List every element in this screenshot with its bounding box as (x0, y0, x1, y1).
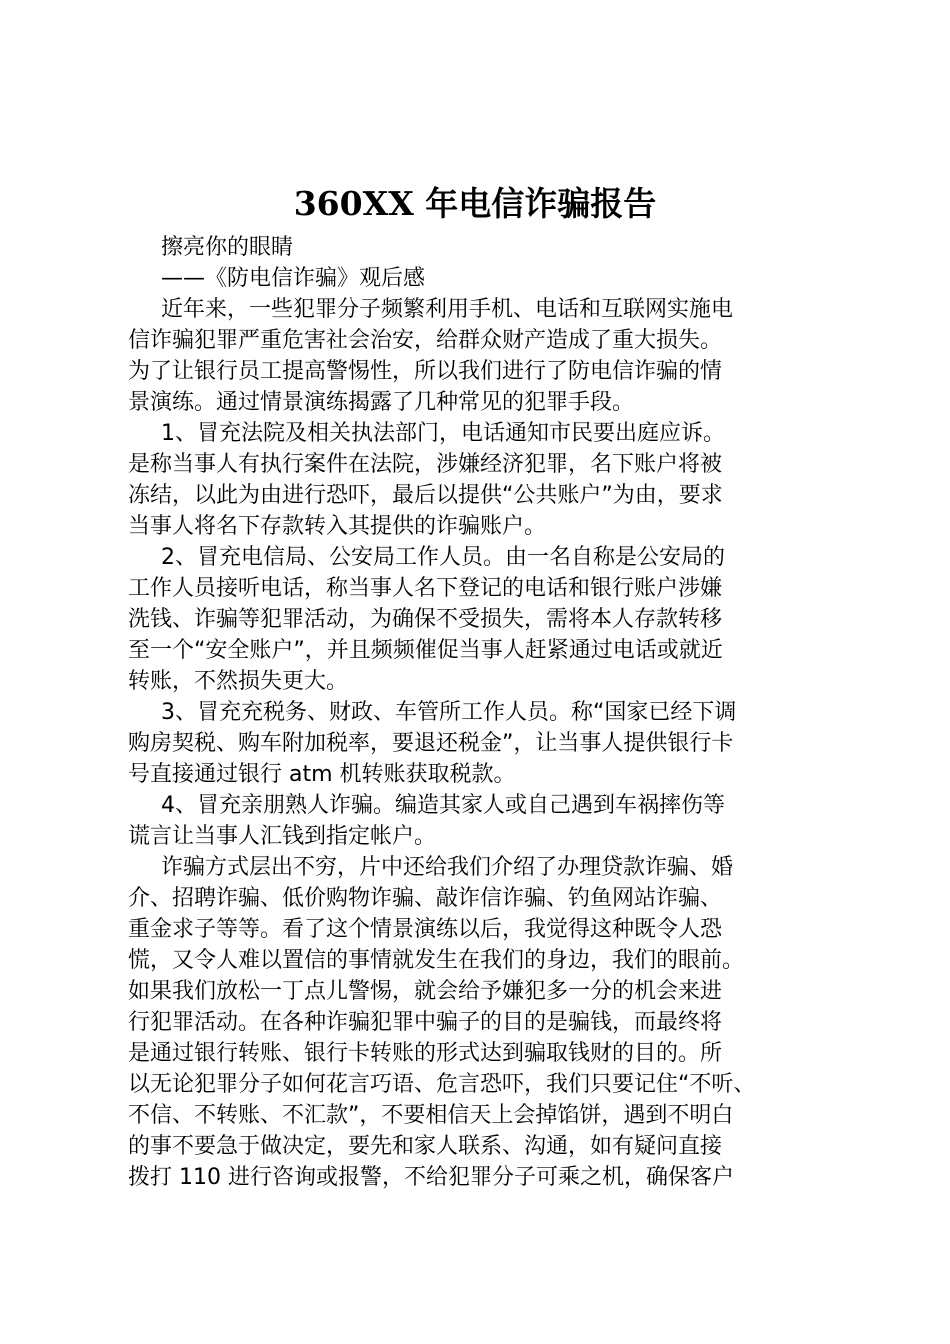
text-line: 冻结，以此为由进行恐吓，最后以提供“公共账户”为由，要求 (128, 483, 723, 508)
text-line: 如果我们放松一丁点儿警惕，就会给予嫌犯多一分的机会来进 (128, 979, 723, 1004)
text-line: 慌，又令人难以置信的事情就发生在我们的身边，我们的眼前。 (128, 948, 745, 973)
text-line: 转账，不然损失更大。 (128, 669, 349, 694)
text-line: 是称当事人有执行案件在法院，涉嫌经济犯罪，名下账户将被 (128, 452, 723, 477)
text-line: 工作人员接听电话，称当事人名下登记的电话和银行账户涉嫌 (128, 576, 723, 601)
text-line: 号直接通过银行 atm 机转账获取税款。 (128, 762, 516, 787)
text-line: 4、冒充亲朋熟人诈骗。编造其家人或自己遇到车祸摔伤等 (161, 793, 725, 818)
text-line: 景演练。通过情景演练揭露了几种常见的犯罪手段。 (128, 390, 635, 415)
document-title: 360XX 年电信诈骗报告 (293, 184, 657, 223)
text-line: 是通过银行转账、银行卡转账的形式达到骗取钱财的目的。所 (128, 1041, 723, 1066)
text-line: 介、招聘诈骗、低价购物诈骗、敲诈信诈骗、钓鱼网站诈骗、 (128, 886, 723, 911)
text-line: 为了让银行员工提高警惕性，所以我们进行了防电信诈骗的情 (128, 359, 723, 384)
text-line: 3、冒充充税务、财政、车管所工作人员。称“国家已经下调 (161, 700, 737, 725)
text-line: 1、冒充法院及相关执法部门，电话通知市民要出庭应诉。 (161, 421, 725, 446)
text-line: 以无论犯罪分子如何花言巧语、危言恐吓，我们只要记住“不听、 (128, 1072, 756, 1097)
document-body (128, 232, 838, 1193)
text-line: 近年来，一些犯罪分子频繁利用手机、电话和互联网实施电 (161, 297, 734, 322)
text-line: 至一个“安全账户”，并且频频催促当事人赶紧通过电话或就近 (128, 638, 723, 663)
text-line: 的事不要急于做决定，要先和家人联系、沟通，如有疑问直接 (128, 1134, 723, 1159)
text-line: 擦亮你的眼睛 (161, 235, 294, 260)
text-line: 2、冒充电信局、公安局工作人员。由一名自称是公安局的 (161, 545, 725, 570)
text-line: 重金求子等等。看了这个情景演练以后，我觉得这种既令人恐 (128, 917, 723, 942)
text-line: 信诈骗犯罪严重危害社会治安，给群众财产造成了重大损失。 (128, 328, 723, 353)
text-line: 不信、不转账、不汇款”，不要相信天上会掉馅饼，遇到不明白 (128, 1103, 734, 1128)
text-line: 行犯罪活动。在各种诈骗犯罪中骗子的目的是骗钱，而最终将 (128, 1010, 723, 1035)
text-line: 洗钱、诈骗等犯罪活动，为确保不受损失，需将本人存款转移 (128, 607, 723, 632)
text-line: 谎言让当事人汇钱到指定帐户。 (128, 824, 437, 849)
text-line: 诈骗方式层出不穷，片中还给我们介绍了办理贷款诈骗、婚 (161, 855, 734, 880)
text-line: 拨打 110 进行咨询或报警，不给犯罪分子可乘之机，确保客户 (128, 1165, 734, 1190)
text-line: 购房契税、购车附加税率，要退还税金”，让当事人提供银行卡 (128, 731, 734, 756)
text-line: ——《防电信诈骗》观后感 (161, 266, 426, 291)
text-line: 当事人将名下存款转入其提供的诈骗账户。 (128, 514, 547, 539)
